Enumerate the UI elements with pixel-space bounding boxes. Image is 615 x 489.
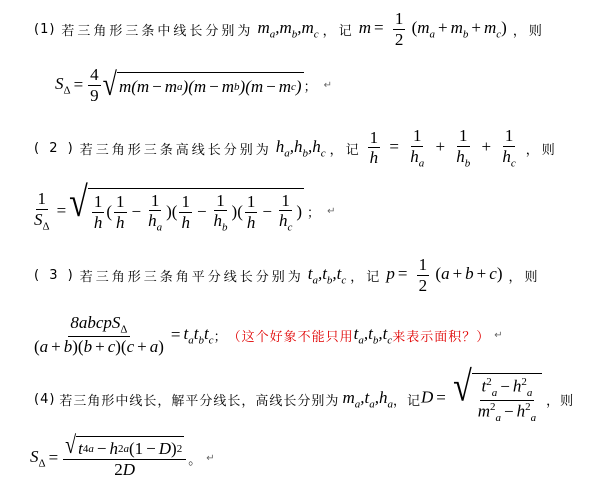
item3-comment-pre: （这个好象不能只用 <box>227 329 354 345</box>
item4-label: (4) <box>34 391 56 407</box>
item4-text: 若三角形中线长，解平分线长，高线长分别为 <box>59 393 340 409</box>
item2-text: 若三角形三条高线长分别为 <box>79 142 272 158</box>
item3-text: 若三角形三条角平分线长分别为 <box>79 269 304 285</box>
item2-label: ( 2 ) <box>34 140 76 156</box>
item3-note: ，记 <box>350 269 383 285</box>
item3-p-def: p = $\frac{1}{2}$ (a + b + c) <box>386 254 503 295</box>
item1-m-def: m = $\frac{1}{2}$ $(m_a + m_b + m_c)$ <box>358 8 507 49</box>
item2-line <box>34 124 558 172</box>
item1-end: ； <box>303 79 320 95</box>
item2-formula: $\frac{1}{S_\Delta}$ = √ $\frac{1}{h}$ ( $\frac{1}{h}$ − $\frac{1}{h_a}$ ) ( $\frac{1}{h}$ − $\frac{1}{h_b}$ ) ( $\frac{1}{h}$ − $\frac{1}{h_c}$ ) ； ↵ <box>34 179 336 234</box>
item3-end: ； <box>213 329 228 345</box>
item3-comment-vars: $t_a,t_b,t_c$ <box>353 323 393 347</box>
item4-formula: $S_\Delta$ = √ t 4 a − h 2 a (1 − D ) 2 2D 。 ↵ <box>30 432 215 479</box>
item1-line <box>34 6 545 52</box>
item3-comment-post: 来表示面积？） <box>392 329 491 345</box>
item1-label: (1) <box>34 21 56 37</box>
return-mark-icon: ↵ <box>494 329 503 341</box>
item4-note: ，记 <box>392 393 421 409</box>
item4-then: ，则 <box>546 393 575 409</box>
item3-line <box>34 252 541 298</box>
item2-vars: $h_a,h_b,h_c$ <box>275 136 326 160</box>
item1-then: ，则 <box>512 23 545 39</box>
item3-label: ( 3 ) <box>34 267 76 283</box>
item4-d-def: D = √ $\frac{t^2_a - h^2_a}{m^2_a - h^2_a}$ <box>421 373 542 424</box>
item2-end: ； <box>307 205 324 221</box>
item1-vars: $m_a,m_b,m_c$ <box>257 17 319 41</box>
item3-vars: $t_a,t_b,t_c$ <box>307 263 347 287</box>
item2-note: ，记 <box>329 142 362 158</box>
item4-vars: $m_a,t_a,h_a$ <box>342 387 393 411</box>
item3-then: ，则 <box>508 269 541 285</box>
return-mark-icon: ↵ <box>323 79 332 91</box>
item1-note: ，记 <box>322 23 355 39</box>
return-mark-icon: ↵ <box>327 205 336 217</box>
item3-formula: $\frac{8abcpS_\Delta}{(a + b)(b + c)(c + a)}$ = $t_at_bt_c$ ； （这个好象不能只用 $t_a,t_b,t_c$ 来表示面积？） ↵ <box>34 313 503 357</box>
item4-end: 。 <box>188 452 203 468</box>
item2-h-def: $\frac{1}{h}$ = $\frac{1}{h_a}$ + $\frac{1}{h_b}$ + $\frac{1}{h_c}$ <box>369 126 516 170</box>
item1-formula: $S_\Delta$ = $\frac{4}{9}$ √ m(m − m a )(m − m b )(m − m c ) ； ↵ <box>55 64 332 105</box>
return-mark-icon: ↵ <box>206 452 215 464</box>
item4-line <box>34 364 575 428</box>
item2-then: ，则 <box>525 142 558 158</box>
item1-text: 若三角形三条中线长分别为 <box>61 23 254 39</box>
